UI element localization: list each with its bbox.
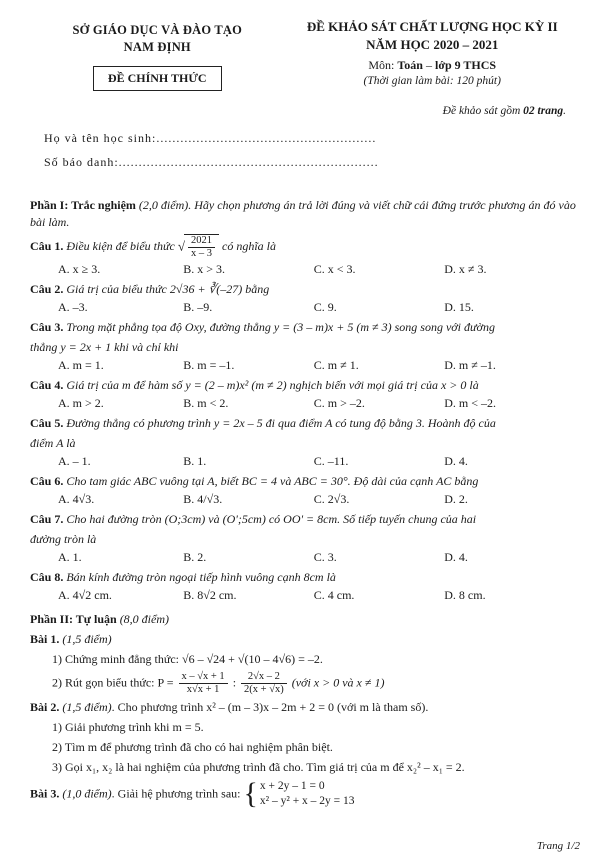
- option-c[interactable]: C. 3.: [313, 550, 337, 565]
- option-a[interactable]: A. – 1.: [58, 454, 91, 469]
- question-1-text-pre: Điều kiện để biểu thức: [66, 238, 178, 253]
- fraction-1: [179, 671, 228, 696]
- question-8-text: Bán kính đường tròn ngoại tiếp hình vuông cạnh 8cm là: [66, 570, 336, 585]
- grade-separator: –: [425, 58, 432, 73]
- sqrt-expression: √ $\frac{2021}{x - 3}$: [178, 234, 219, 260]
- part1-title: Phần I: Trắc nghiệm: [30, 197, 136, 212]
- bai-1-points: (1,5 điểm): [62, 631, 112, 646]
- equation-1: x + 2y – 1 = 0: [259, 779, 325, 792]
- fraction-numerator: 2021: [188, 235, 215, 248]
- bai-2-points: (1,5 điểm): [62, 699, 112, 714]
- exam-body: [0, 179, 606, 810]
- fraction-2: [241, 671, 287, 696]
- subject-value: Toán: [397, 58, 423, 73]
- bai-2-label: Bài 2.: [30, 699, 60, 714]
- option-c[interactable]: C. –11.: [313, 454, 349, 469]
- bai-1-label: Bài 1.: [30, 631, 60, 646]
- page-count-pre: Đề khảo sát gồm: [442, 104, 524, 117]
- option-d[interactable]: D. 4.: [444, 550, 468, 565]
- option-d[interactable]: D. 15.: [444, 300, 474, 314]
- question-3-line2: [30, 339, 580, 356]
- subject-label: Môn:: [368, 58, 395, 73]
- part1-heading: [30, 197, 580, 231]
- question-5-options: [58, 453, 580, 470]
- bai-3-points: (1,0 điểm): [62, 786, 112, 801]
- exam-title-block: [287, 18, 579, 91]
- option-d[interactable]: D. 4.: [444, 454, 468, 469]
- option-a[interactable]: A. 4√3.: [58, 492, 95, 507]
- question-2: [30, 281, 580, 298]
- question-8-label: Câu 8.: [30, 570, 64, 585]
- document-header: [0, 0, 606, 91]
- question-5-text-line2: điểm A là: [30, 436, 76, 451]
- question-2-label: Câu 2.: [30, 281, 64, 296]
- page-count-value: 02 trang: [523, 104, 564, 117]
- bai-3-intro: . Giải hệ phương trình sau:: [111, 786, 241, 801]
- student-fields: [0, 117, 606, 170]
- fraction-1-numerator: x – √x + 1: [179, 671, 228, 684]
- bai-2: [30, 699, 580, 716]
- option-d[interactable]: D. 2.: [444, 492, 468, 507]
- question-5-text-line1: Đường thẳng có phương trình y = 2x – 5 đi qua điểm A có tung độ bằng 3. Hoành độ của: [66, 416, 496, 431]
- equation-system: [244, 779, 355, 810]
- question-4-text: Giá trị của m để hàm số y = (2 – m)x² (m ≠ 2) nghịch biến với mọi giá trị của x > 0 là: [66, 378, 479, 393]
- bai-3: [30, 779, 580, 810]
- department-name-line2: NAM ĐỊNH: [123, 39, 191, 54]
- option-a[interactable]: A. 1.: [58, 550, 82, 565]
- department-name-line1: SỞ GIÁO DỤC VÀ ĐÀO TẠO: [72, 23, 243, 37]
- question-3: [30, 319, 580, 336]
- question-3-text-line2: thẳng y = 2x + 1 khi và chỉ khi: [30, 340, 179, 355]
- exam-title-line1: ĐỀ KHẢO SÁT CHẤT LƯỢNG HỌC KỲ II: [306, 19, 558, 34]
- question-5-line2: [30, 435, 580, 452]
- option-b[interactable]: B. x > 3.: [183, 261, 226, 276]
- exam-title-line2: NĂM HỌC 2020 – 2021: [366, 37, 499, 53]
- question-4: [30, 377, 580, 394]
- question-5-label: Câu 5.: [30, 416, 64, 431]
- bai-1-item-1: 1) Chứng minh đẳng thức: √6 – √24 + √(10 – 4√6) = –2.: [52, 651, 323, 666]
- fraction-1-denominator: x√x + 1: [186, 683, 220, 695]
- issuing-authority-block: [28, 18, 287, 91]
- question-4-label: Câu 4.: [30, 378, 64, 393]
- multiplication-sign: :: [232, 674, 237, 689]
- bai-2-item-3: 3) Gọi x₁, x₂ là hai nghiệm của phương trình đã cho. Tìm giá trị của m để x₂² – x₁ = 2.: [52, 759, 465, 774]
- question-6: [30, 473, 580, 490]
- part2-title: Phần II: Tự luận: [30, 611, 117, 626]
- question-7-text-line2: đường tròn là: [30, 532, 97, 547]
- option-c[interactable]: C. 9.: [313, 300, 337, 314]
- option-d[interactable]: D. 8 cm.: [444, 588, 486, 603]
- question-1-label: Câu 1.: [30, 238, 64, 253]
- bai-2-item-1: 1) Giải phương trình khi m = 5.: [52, 719, 204, 734]
- fraction: [188, 235, 215, 260]
- option-a[interactable]: A. 4√2 cm.: [58, 588, 112, 603]
- subject-line: [287, 56, 579, 74]
- fraction-2-numerator: 2√x – 2: [241, 671, 287, 684]
- question-6-options: [58, 491, 580, 508]
- option-c[interactable]: C. m ≠ 1.: [313, 358, 359, 373]
- option-b[interactable]: B. 1.: [183, 454, 207, 469]
- question-4-options: [58, 395, 580, 412]
- part2-points: (8,0 điểm): [119, 611, 170, 626]
- page-count-note: [0, 91, 606, 117]
- question-3-label: Câu 3.: [30, 320, 64, 335]
- question-6-label: Câu 6.: [30, 474, 64, 489]
- question-3-text-line1: Trong mặt phẳng tọa độ Oxy, đường thẳng y = (3 – m)x + 5 (m ≠ 3) song song với đường: [66, 320, 495, 335]
- option-a[interactable]: A. m = 1.: [58, 358, 104, 373]
- bai-3-label: Bài 3.: [30, 786, 60, 801]
- fraction-2-denominator: 2(x + √x): [244, 683, 284, 695]
- option-a[interactable]: A. m > 2.: [58, 396, 104, 411]
- student-code-field[interactable]: Số báo danh:.................................................................: [44, 154, 379, 169]
- bai-2-intro: . Cho phương trình x² – (m – 3)x – 2m + 2 = 0 (với m là tham số).: [111, 699, 429, 714]
- grade-value: lớp 9 THCS: [434, 58, 497, 73]
- part2-heading: [30, 611, 580, 628]
- question-8: [30, 569, 580, 586]
- bai-1-item-2-post: (với x > 0 và x ≠ 1): [291, 674, 385, 689]
- question-1-text-post: có nghĩa là: [222, 238, 276, 253]
- page-footer: Trang 1/2: [536, 840, 580, 852]
- option-d[interactable]: D. m ≠ –1.: [444, 358, 496, 373]
- question-2-text: Giá trị của biểu thức 2√36 + ∛(–27) bằng: [66, 281, 270, 296]
- option-a[interactable]: A. x ≥ 3.: [58, 261, 101, 276]
- option-a[interactable]: A. –3.: [58, 300, 88, 314]
- question-1-options: [58, 261, 580, 278]
- option-b[interactable]: B. m < 2.: [183, 396, 229, 411]
- option-c[interactable]: C. m > –2.: [313, 396, 365, 411]
- equation-list: [260, 779, 355, 810]
- option-c[interactable]: C. x < 3.: [313, 261, 356, 276]
- bai-1-item-2: [52, 671, 580, 696]
- option-d[interactable]: D. m < –2.: [444, 396, 497, 411]
- question-2-options: [58, 299, 580, 316]
- option-b[interactable]: B. m = –1.: [183, 358, 235, 373]
- brace-icon: {: [243, 777, 258, 811]
- student-name-field[interactable]: Họ và tên học sinh:.......................................................: [44, 130, 377, 145]
- question-7: [30, 511, 580, 528]
- option-c[interactable]: C. 2√3.: [313, 492, 350, 507]
- question-8-options: [58, 587, 580, 604]
- bai-1-item-2-pre: 2) Rút gọn biểu thức: P =: [52, 674, 177, 689]
- option-b[interactable]: B. –9.: [183, 300, 213, 314]
- official-exam-stamp: ĐỀ CHÍNH THỨC: [93, 66, 222, 91]
- question-7-label: Câu 7.: [30, 512, 64, 527]
- question-5: [30, 415, 580, 432]
- question-1: [30, 234, 580, 260]
- equation-2: x² – y² + x – 2y = 13: [259, 795, 355, 808]
- option-b[interactable]: B. 2.: [183, 550, 207, 565]
- option-b[interactable]: B. 4/√3.: [183, 492, 223, 507]
- question-7-line2: [30, 531, 580, 548]
- question-3-options: [58, 357, 580, 374]
- fraction-denominator: x – 3: [191, 247, 212, 259]
- option-b[interactable]: B. 8√2 cm.: [183, 588, 237, 603]
- bai-2-item-2: 2) Tìm m để phương trình đã cho có hai nghiệm phân biệt.: [52, 739, 333, 754]
- page-count-post: .: [563, 104, 566, 117]
- option-d[interactable]: D. x ≠ 3.: [444, 261, 487, 276]
- question-6-text: Cho tam giác ABC vuông tại A, biết BC = 4 và ABC = 30°. Độ dài của cạnh AC bằng: [66, 474, 479, 489]
- part1-points: (2,0 điểm): [138, 197, 189, 212]
- exam-duration: (Thời gian làm bài: 120 phút): [363, 75, 501, 88]
- question-7-text-line1: Cho hai đường tròn (O;3cm) và (O';5cm) có OO' = 8cm. Số tiếp tuyến chung của hai: [66, 512, 477, 527]
- option-c[interactable]: C. 4 cm.: [313, 588, 355, 603]
- bai-1: [30, 631, 580, 648]
- part1-desc: . Hãy chọn phương án trả lời đúng và viết chữ cái đứng trước phương án đó vào bài làm.: [30, 197, 576, 229]
- question-7-options: [58, 549, 580, 566]
